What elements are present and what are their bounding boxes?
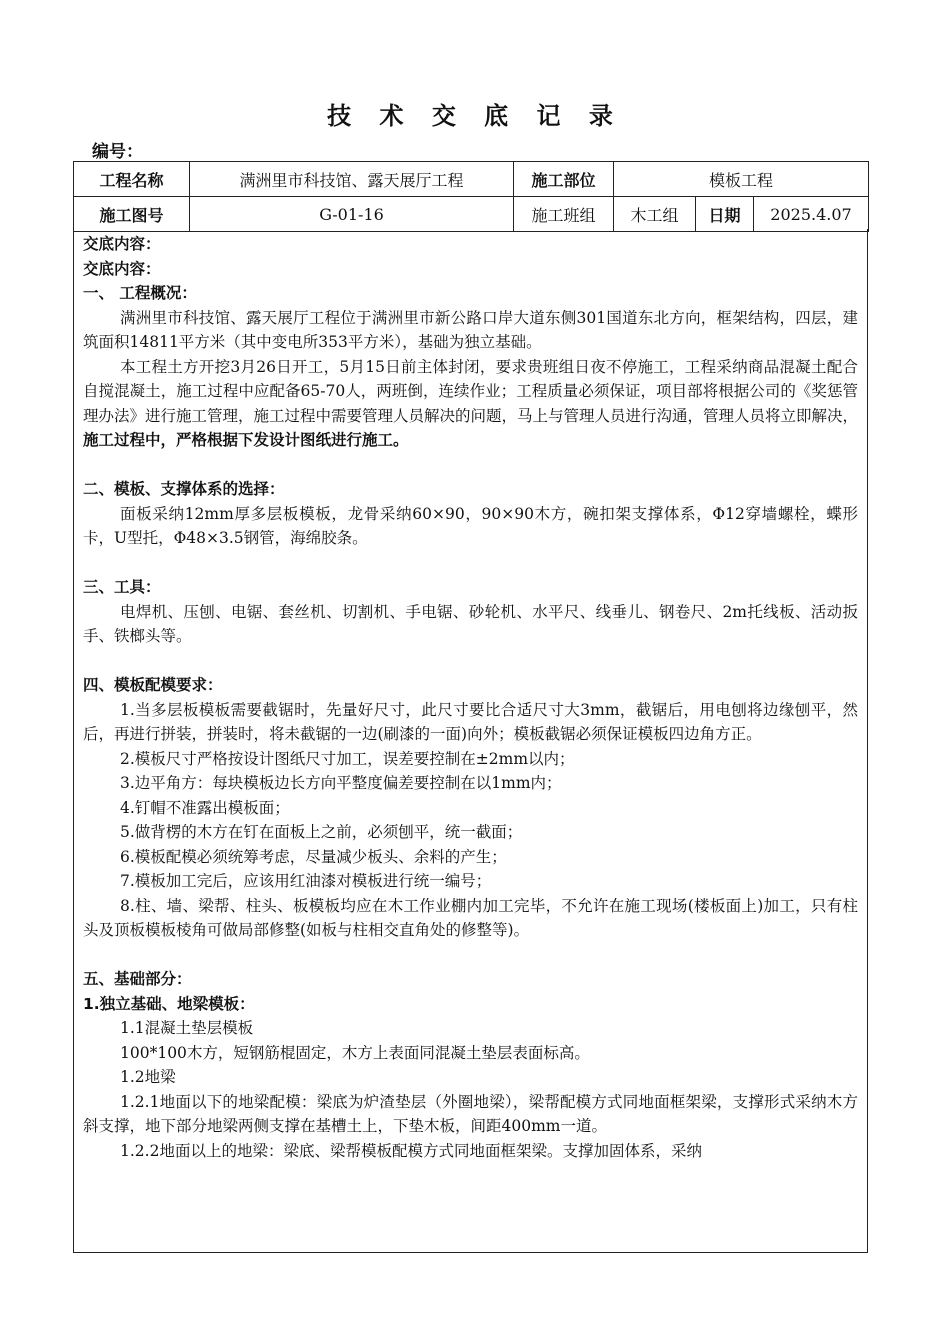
section-4-title: 四、模板配模要求： [83, 676, 223, 694]
drawing-number-value: G-01-16 [190, 197, 514, 232]
content-heading-repeat: 交底内容： [83, 259, 161, 278]
section-1-emphasis: 施工过程中，严格根据下发设计图纸进行施工。 [83, 431, 409, 449]
section-4-item: 1.当多层板模板需要截锯时，先量好尺寸，此尺寸要比合适尺寸大3mm，截锯后，用电刨将边缘刨平，然后，再进行拼装，拼装时，将未截锯的一边(刷漆的一面)向外；模板截锯必须保证模板四边角方正。 [83, 700, 858, 743]
section-1-title: 一、 工程概况： [83, 284, 197, 302]
project-name-value: 满洲里市科技馆、露天展厅工程 [190, 162, 514, 197]
section-4-item: 4.钉帽不准露出模板面； [120, 798, 290, 817]
section-3-paragraph: 电焊机、压刨、电锯、套丝机、切割机、手电锯、砂轮机、水平尺、线垂儿、钢卷尺、2m托线板、活动扳手、铁榔头等。 [83, 602, 858, 645]
section-5-item-1-2: 1.2地梁 [120, 1068, 176, 1086]
section-3-title: 三、工具： [83, 578, 161, 596]
spacer [83, 551, 858, 576]
section-1-paragraph-1: 满洲里市科技馆、露天展厅工程位于满洲里市新公路口岸大道东侧301国道东北方向，框架结构，四层，建筑面积14811平方米（其中变电所353平方米），基础为独立基础。 [83, 308, 858, 351]
section-5-item-1-2-1: 1.2.1地面以下的地梁配模：梁底为炉渣垫层（外圈地梁），梁帮配模方式同地面框架梁，支撑形式采纳木方斜支撑，地下部分地梁两侧支撑在基槽土上，下垫木板，间距400mm一道。 [83, 1092, 858, 1135]
section-2-paragraph: 面板采纳12mm厚多层板模板，龙骨采纳60×90，90×90木方，碗扣架支撑体系，Φ12穿墙螺栓，蝶形卡，U型托，Φ48×3.5钢管，海绵胶条。 [83, 504, 858, 547]
spacer [83, 649, 858, 674]
spacer [83, 943, 858, 968]
construction-part-label: 施工部位 [514, 162, 614, 197]
date-value: 2025.4.07 [754, 197, 869, 232]
team-value: 木工组 [614, 197, 696, 232]
header-row-1 [74, 162, 869, 197]
team-label: 施工班组 [514, 197, 614, 232]
content-heading: 交底内容： [83, 235, 161, 253]
document-number-label: 编号： [92, 142, 143, 162]
section-4-item: 2.模板尺寸严格按设计图纸尺寸加工，误差要控制在±2mm以内； [120, 749, 575, 768]
section-4-item: 3.边平角方：每块模板边长方向平整度偏差要控制在以1mm内； [120, 774, 562, 792]
drawing-number-label: 施工图号 [74, 197, 190, 232]
section-4-item: 5.做背楞的木方在钉在面板上之前，必须刨平，统一截面； [120, 823, 523, 841]
spacer [83, 453, 858, 478]
construction-part-value: 模板工程 [614, 162, 869, 197]
section-4-item: 8.柱、墙、梁帮、柱头、板模板均应在木工作业棚内加工完毕，不允许在施工现场(楼板面上)加工，只有柱头及顶板模板棱角可做局部修整(如板与柱相交直角处的修整等)。 [83, 896, 858, 939]
section-5-subtitle: 1.独立基础、地梁模板： [83, 994, 255, 1013]
section-5-item-1-1-text: 100*100木方，短钢筋棍固定，木方上表面同混凝土垫层表面标高。 [120, 1043, 590, 1062]
document-title: 技 术 交 底 记 录 [327, 102, 623, 130]
section-4-item: 6.模板配模必须统筹考虑，尽量减少板头、余料的产生； [120, 847, 507, 866]
header-table [73, 161, 869, 232]
briefing-content [73, 229, 868, 1253]
header-row-2 [74, 197, 869, 232]
section-2-title: 二、模板、支撑体系的选择： [83, 480, 285, 498]
section-1-paragraph-2 [83, 355, 858, 453]
section-5-item-1-2-2: 1.2.2地面以上的地梁：梁底、梁帮模板配模方式同地面框架梁。支撑加固体系，采纳 [120, 1141, 702, 1160]
date-label: 日期 [696, 197, 754, 232]
section-5-item-1-1: 1.1混凝土垫层模板 [120, 1019, 254, 1037]
section-5-title: 五、基础部分： [83, 970, 192, 988]
project-name-label: 工程名称 [74, 162, 190, 197]
section-4-item: 7.模板加工完后，应该用红油漆对模板进行统一编号； [120, 872, 492, 890]
section-1-paragraph-2-text: 本工程土方开挖3月26日开工，5月15日前主体封闭，要求贵班组日夜不停施工，工程采纳商品混凝土配合自搅混凝土，施工过程中应配备65-70人，两班倒，连续作业；工程质量必须保证，项目部将根据公司的《奖惩管理办法》进行施工管理，施工过程中需要管理人员解决的问题，马上与管理人员进行沟通，管理人员将立即解决， [83, 357, 859, 425]
